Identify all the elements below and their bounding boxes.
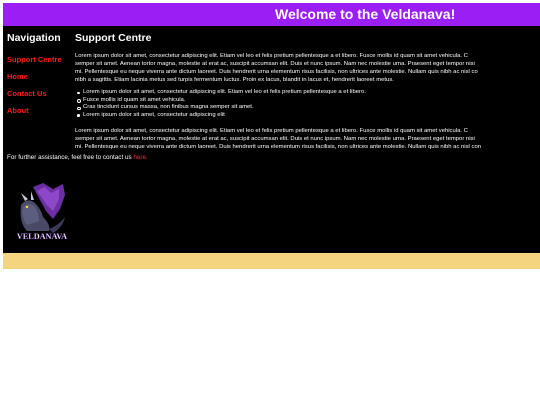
header-bar [3, 3, 540, 26]
page-frame [3, 3, 540, 269]
intro-paragraph [75, 52, 478, 84]
paragraph-line: Lorem ipsum dolor sit amet, consectetur adipiscing elit. Etiam vel leo et felis pretium pellentesque a et libero. Fusce mollis id quam sit amet vehicula. C [75, 128, 468, 134]
assistance-label: For further assistance, feel free to contact us [7, 154, 134, 161]
main-content [75, 32, 540, 152]
paragraph-line: Lorem ipsum dolor sit amet, consectetur adipiscing elit. Etiam vel leo et felis pretium pellentesque a et libero. Fusce mollis id quam sit amet vehicula. C [75, 53, 468, 59]
paragraph-line: mi. Pellentesque eu neque viverra ante dictum laoreet. Duis hendrerit urna elementum risus facilisis, non ultrices ante molestie. Nullam quis nibh ac nisl co [75, 69, 478, 75]
nav-link-home[interactable]: Home [7, 72, 28, 81]
footer-bar [3, 253, 540, 269]
paragraph-line: semper sit amet. Aenean tortor magna, molestie at erat ac, suscipit accumsan elit. Duis et nunc ipsum. Nam nec molestie urna. Praesent eget tempor nisi [75, 61, 475, 67]
list-item: Lorem ipsum dolor sit amet, consectetur adipiscing elit. Etiam vel leo et felis pretium pellentesque a et libero. [83, 89, 366, 95]
nav-link-contact-us[interactable]: Contact Us [7, 89, 47, 98]
logo [13, 181, 71, 243]
list-item: Fusce mollis id quam sit amet vehicula. [83, 97, 366, 105]
paragraph-line: nibh a sagittis. Etiam lacinia metus sed turpis fermentum luctus. Proin ex lacus, blandit in lacus et, hendrerit laoreet metus. [75, 77, 394, 83]
section-title: Support Centre [75, 32, 152, 44]
list-item: Lorem ipsum dolor sit amet, consectetur adipiscing elit [83, 112, 366, 120]
dragon-logo-icon [13, 181, 71, 243]
assistance-text [7, 154, 148, 162]
page-title: Welcome to the Veldanava! [275, 6, 456, 22]
navigation-sidebar [7, 32, 73, 115]
list-item: Cras tincidunt cursus massa, non finibus magna semper sit amet. [83, 104, 366, 112]
nav-link-support-centre[interactable]: Support Centre [7, 55, 62, 64]
paragraph-line: semper sit amet. Aenean tortor magna, molestie at erat ac, suscipit accumsan elit. Duis et nunc ipsum. Nam nec molestie urna. Praesent eget tempor nisi [75, 136, 475, 142]
contact-here-link[interactable]: here. [133, 154, 148, 161]
nav-heading: Navigation [7, 32, 61, 44]
nav-link-about[interactable]: About [7, 106, 29, 115]
bullet-list [75, 89, 366, 119]
logo-text: VELDANAVA [16, 232, 68, 241]
second-paragraph [75, 127, 481, 151]
paragraph-line: mi. Pellentesque eu neque viverra ante dictum laoreet. Duis hendrerit urna elementum risus facilisis, non ultrices ante molestie. Nullam quis nibh ac nisl con [75, 144, 481, 150]
